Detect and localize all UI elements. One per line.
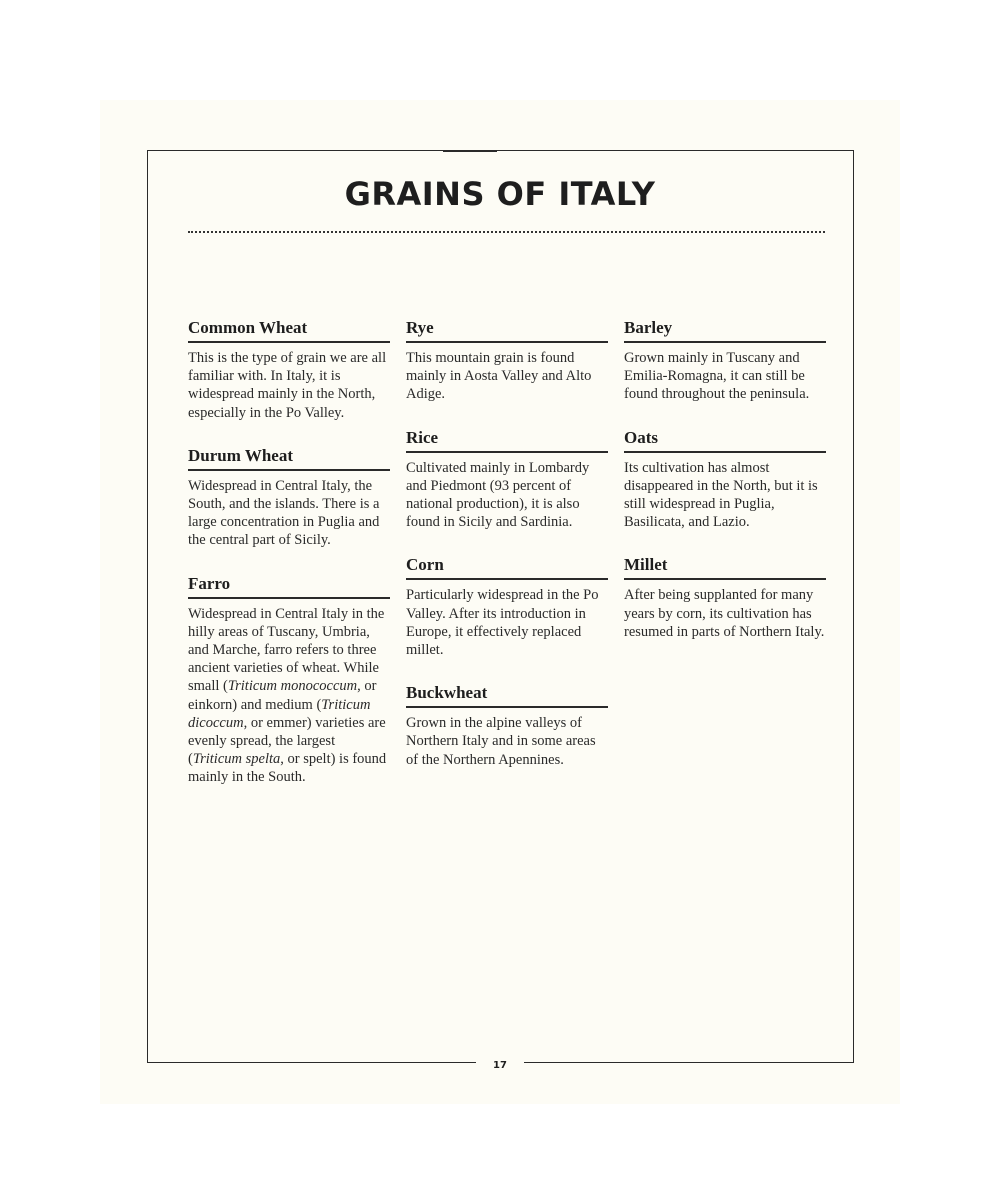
grain-description: [188, 477, 390, 550]
species-name: Triticum spelta: [192, 751, 281, 768]
grain-entry: [188, 574, 390, 787]
grain-heading: Barley: [624, 318, 826, 343]
grain-description: [406, 459, 608, 532]
grain-description: [406, 349, 608, 404]
grain-entry: [624, 428, 826, 532]
grain-heading: Buckwheat: [406, 683, 608, 708]
grain-entry: [406, 318, 608, 404]
description-text: , or spelt) is found mainly in the South.: [188, 751, 387, 786]
grain-description: [188, 605, 390, 787]
grain-heading: Rye: [406, 318, 608, 343]
column-2: [406, 318, 608, 793]
grain-entry: [406, 683, 608, 769]
grain-entry: [624, 318, 826, 404]
description-text: Grown in the alpine valleys of Northern Italy and in some areas of the Northern Apennines.: [406, 715, 596, 768]
species-name: Triticum dicoccum: [188, 696, 371, 731]
description-text: Widespread in Central Italy in the hilly areas of Tuscany, Umbria, and Marche, farro refers to three ancient varieties of wheat. While small (: [188, 605, 385, 695]
grain-description: [406, 586, 608, 659]
description-text: Cultivated mainly in Lombardy and Piedmont (93 percent of national production), it is also found in Sicily and Sardinia.: [406, 459, 590, 531]
column-3: [624, 318, 826, 665]
grain-entry: [406, 428, 608, 532]
grain-entry: [406, 555, 608, 659]
grain-heading: Common Wheat: [188, 318, 390, 343]
description-text: Grown mainly in Tuscany and Emilia-Romagna, it can still be found throughout the peninsula.: [624, 350, 810, 403]
grain-heading: Corn: [406, 555, 608, 580]
description-text: This mountain grain is found mainly in Aosta Valley and Alto Adige.: [406, 350, 592, 403]
grain-heading: Farro: [188, 574, 390, 599]
grain-entry: [188, 318, 390, 422]
description-text: , or einkorn) and medium (: [188, 678, 377, 713]
grain-description: [188, 349, 390, 422]
description-text: Its cultivation has almost disappeared in the North, but it is still widespread in Puglia, Basilicata, and Lazio.: [624, 459, 818, 531]
title-divider: [188, 231, 825, 233]
grain-description: [624, 586, 826, 641]
grain-heading: Oats: [624, 428, 826, 453]
description-text: , or emmer) varieties are evenly spread, the largest (: [188, 714, 386, 768]
frame-accent: [443, 150, 497, 152]
description-text: Particularly widespread in the Po Valley. After its introduction in Europe, it effectively replaced millet.: [406, 587, 599, 659]
grain-heading: Millet: [624, 555, 826, 580]
grain-heading: Rice: [406, 428, 608, 453]
grain-entry: [624, 555, 826, 641]
grain-description: [624, 349, 826, 404]
grain-entry: [188, 446, 390, 550]
grain-heading: Durum Wheat: [188, 446, 390, 471]
grain-description: [624, 459, 826, 532]
species-name: Triticum monococcum: [227, 678, 358, 695]
description-text: This is the type of grain we are all familiar with. In Italy, it is widespread mainly in the North, especially in the Po Valley.: [188, 350, 387, 421]
description-text: Widespread in Central Italy, the South, and the islands. There is a large concentration in Puglia and the central part of Sicily.: [188, 477, 380, 549]
column-1: [188, 318, 390, 811]
description-text: After being supplanted for many years by corn, its cultivation has resumed in parts of Northern Italy.: [624, 587, 825, 640]
page-title: GRAINS OF ITALY: [344, 175, 656, 213]
grain-description: [406, 714, 608, 769]
page-number: 17: [476, 1057, 524, 1075]
